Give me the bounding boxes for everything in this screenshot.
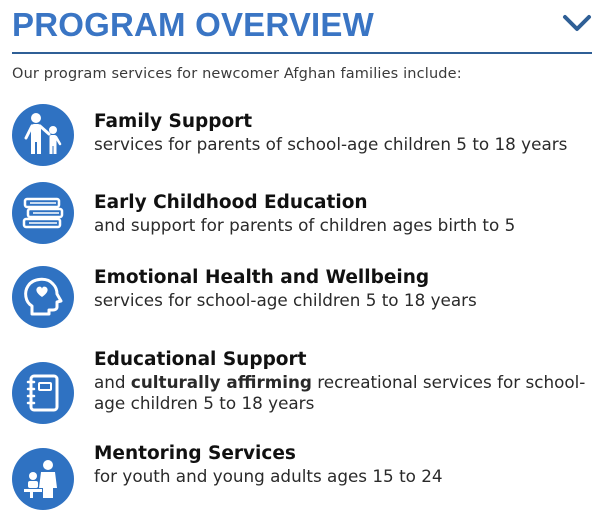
chevron-down-icon[interactable] xyxy=(562,12,592,34)
item-description: services for parents of school-age children 5 to 18 years xyxy=(94,134,568,154)
mentor-icon xyxy=(12,448,74,510)
item-title: Family Support xyxy=(94,111,253,132)
section-header xyxy=(12,0,592,54)
item-description: services for school-age children 5 to 18 years xyxy=(94,290,477,310)
section-title: PROGRAM OVERVIEW xyxy=(12,6,374,43)
item-title: Early Childhood Education xyxy=(94,192,368,213)
description-emphasis: culturally affirming xyxy=(130,372,312,392)
books-icon xyxy=(12,182,74,244)
description-prefix: and xyxy=(94,372,131,392)
item-title: Educational Support xyxy=(94,349,307,370)
item-description xyxy=(94,372,594,414)
item-title: Emotional Health and Wellbeing xyxy=(94,267,430,288)
description-suffix: recreational services for school-age children 5 to 18 years xyxy=(94,372,586,413)
item-description: and support for parents of children ages birth to 5 xyxy=(94,215,516,235)
notebook-icon xyxy=(12,362,74,424)
item-description: for youth and young adults ages 15 to 24 xyxy=(94,466,443,486)
family-icon xyxy=(12,104,74,166)
intro-text: Our program services for newcomer Afghan families include: xyxy=(12,66,462,82)
head-heart-icon xyxy=(12,266,74,328)
item-title: Mentoring Services xyxy=(94,443,296,464)
